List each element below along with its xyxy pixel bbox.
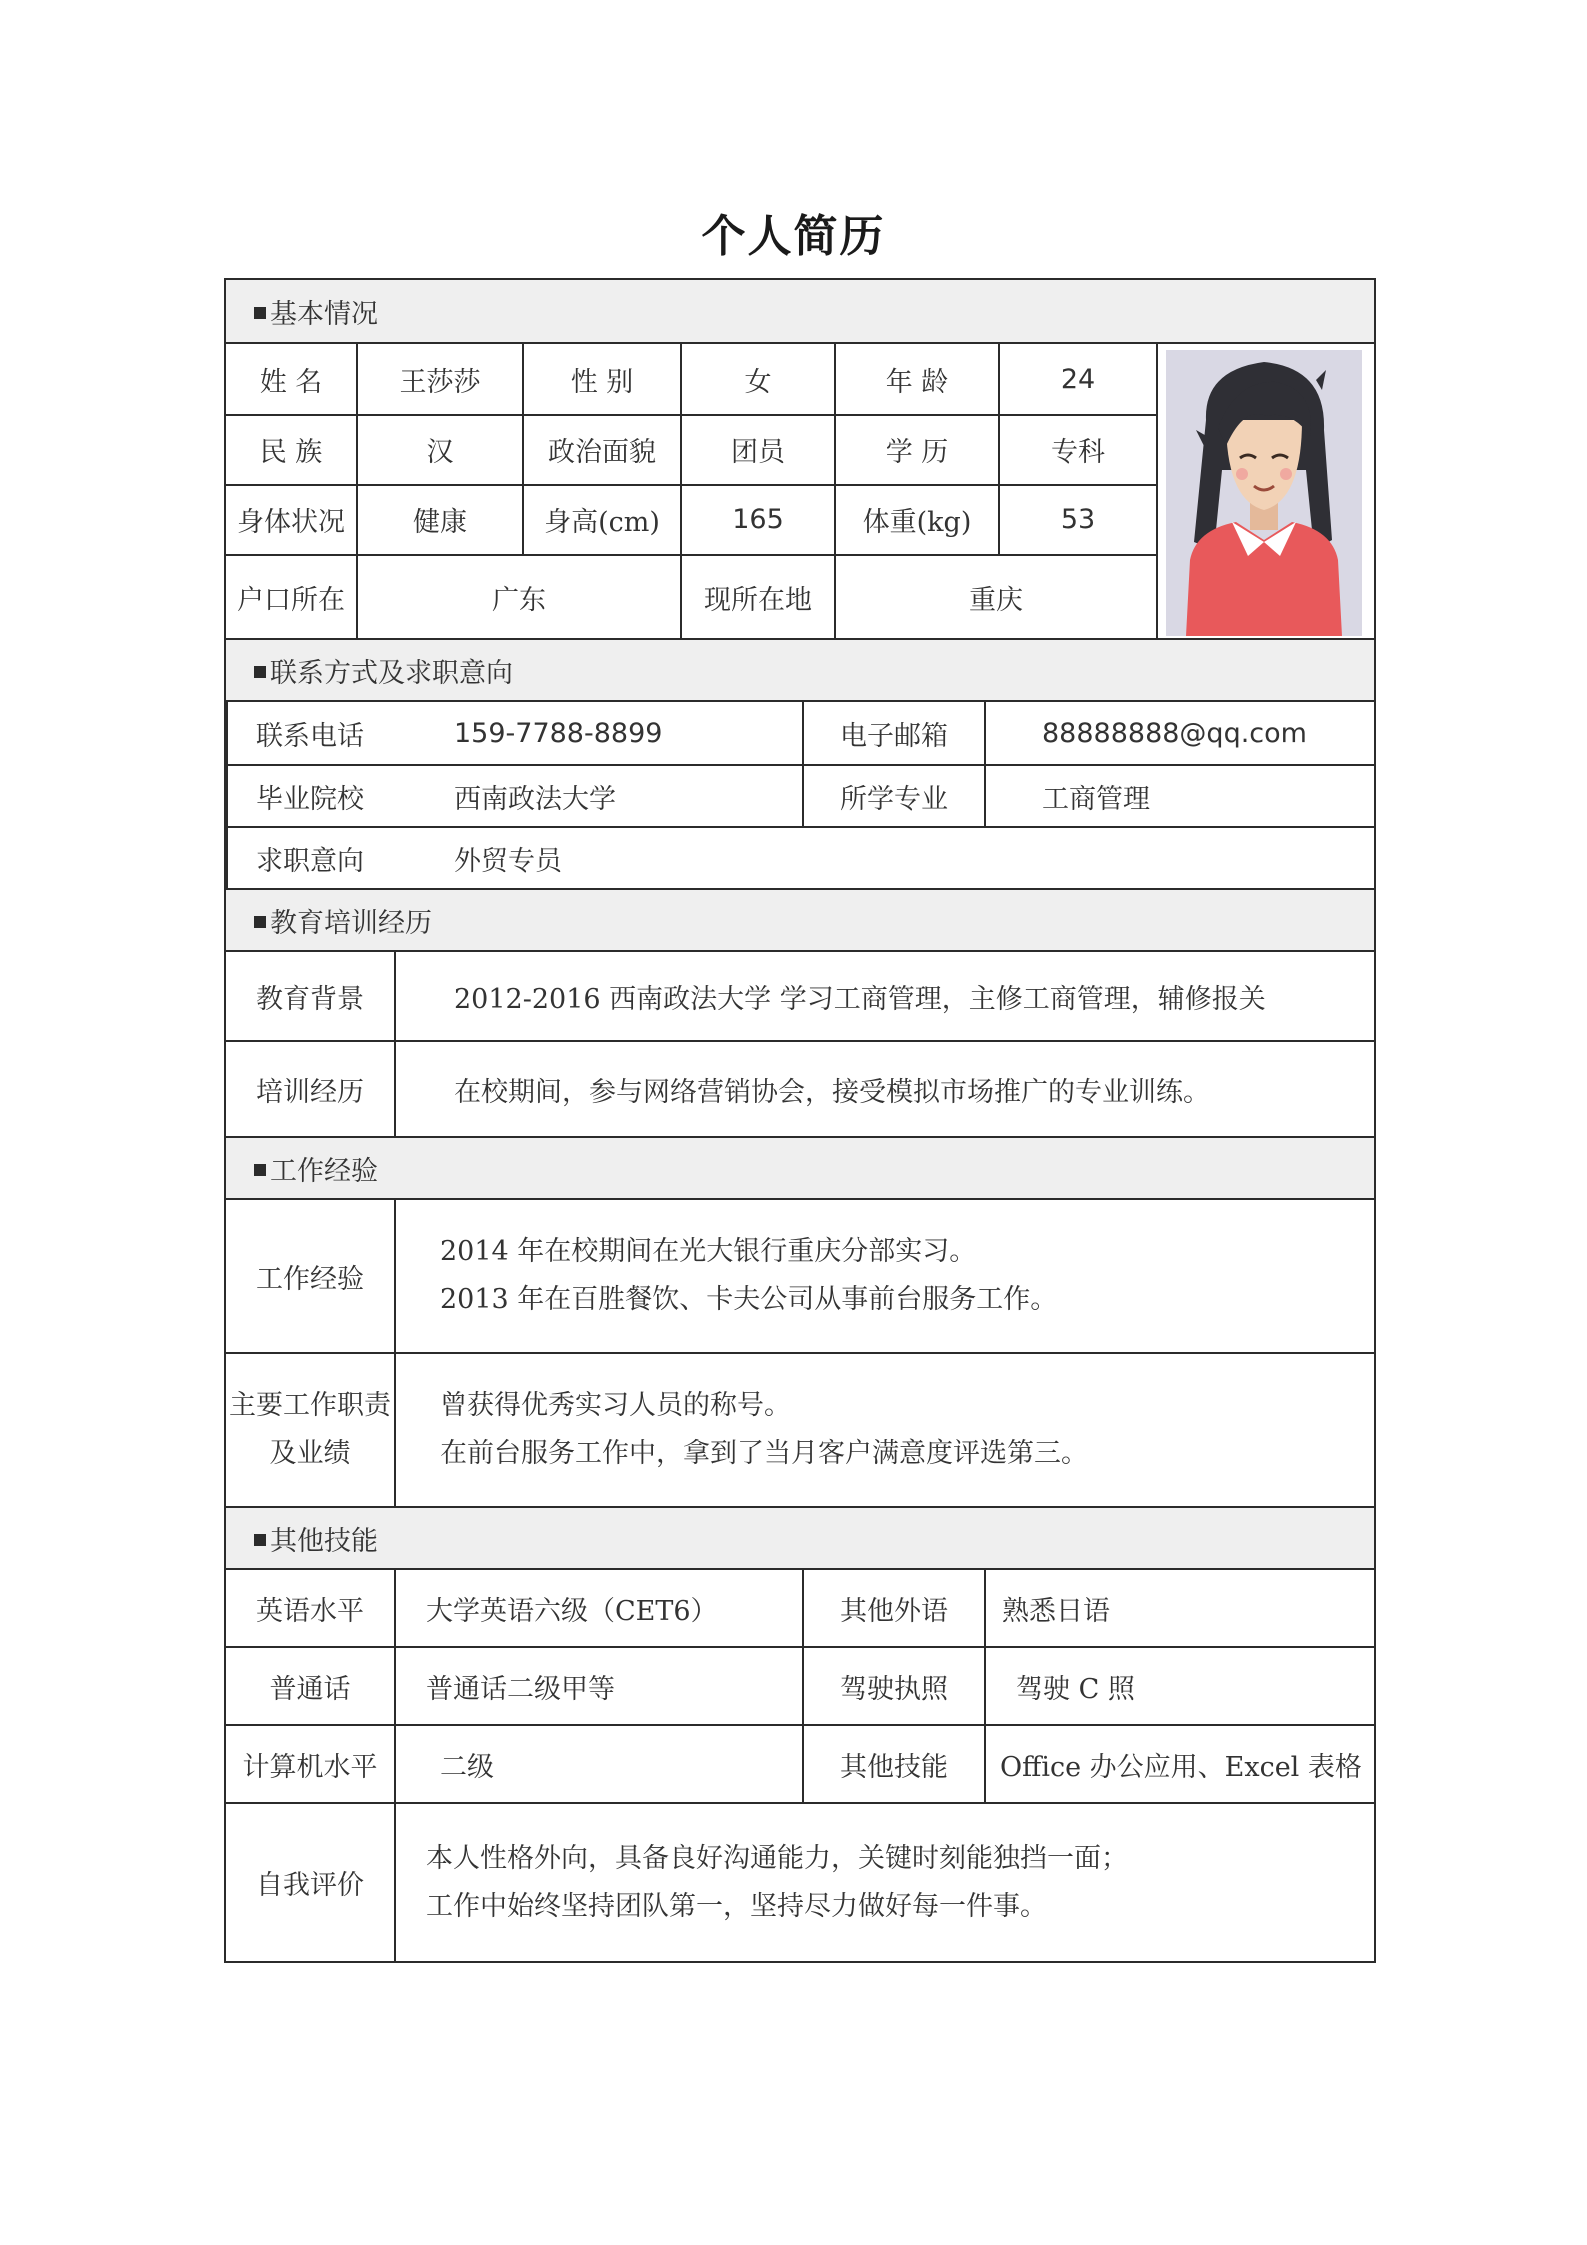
label-computer: 计算机水平 [242,1751,378,1783]
label-education-background: 教育背景 [256,983,364,1015]
label-ethnicity: 民 族 [259,436,323,468]
section-title: 联系方式及求职意向 [270,657,513,689]
value-height: 165 [732,503,784,535]
section-title: 基本情况 [270,298,378,330]
value-education-background: 2012-2016 西南政法大学 学习工商管理，主修工商管理，辅修报关 [454,983,1266,1015]
label-email: 电子邮箱 [840,720,948,752]
label-work-experience: 工作经验 [256,1263,364,1295]
value-health: 健康 [413,506,467,538]
value-computer: 二级 [440,1751,494,1783]
value-ethnicity: 汉 [426,436,454,468]
label-license: 驾驶执照 [840,1673,948,1705]
value-duties [440,1354,1360,1506]
divider [984,702,986,826]
value-political: 团员 [731,436,785,468]
value-hukou: 广东 [492,584,546,616]
label-duties [226,1354,394,1506]
profile-photo [1166,350,1362,636]
value-weight: 53 [1060,503,1096,535]
self-line: 工作中始终坚持团队第一，坚持尽力做好每一件事。 [426,1890,1047,1922]
value-age: 24 [1060,363,1096,395]
section-header-basic [226,280,1374,344]
resume-table [224,278,1376,1963]
label-health: 身体状况 [237,506,345,538]
label-age: 年 龄 [885,366,949,398]
value-intent: 外贸专员 [454,845,562,877]
label-current: 现所在地 [704,584,812,616]
value-phone: 159-7788-8899 [454,717,663,749]
label-line: 及业绩 [269,1438,351,1469]
label-phone: 联系电话 [256,720,364,752]
label-hukou: 户口所在 [237,584,345,616]
divider [394,952,396,1136]
bullet-square-icon [254,307,266,319]
label-english: 英语水平 [256,1595,364,1627]
label-mandarin: 普通话 [269,1673,351,1705]
duty-line: 在前台服务工作中，拿到了当月客户满意度评选第三。 [440,1438,1088,1469]
value-email: 88888888@qq.com [1042,717,1307,749]
value-english: 大学英语六级（CET6） [426,1595,718,1627]
section-title: 教育培训经历 [270,907,432,939]
value-self-evaluation [426,1804,1366,1961]
label-political: 政治面貌 [548,436,656,468]
work-line: 2013 年在百胜餐饮、卡夫公司从事前台服务工作。 [440,1284,1058,1315]
label-major: 所学专业 [840,783,948,815]
value-gender: 女 [744,366,772,398]
divider [394,1570,396,1961]
label-school: 毕业院校 [256,783,364,815]
value-mandarin: 普通话二级甲等 [426,1673,615,1705]
bullet-square-icon [254,1164,266,1176]
avatar-illustration [1166,350,1362,636]
label-other-skills: 其他技能 [840,1751,948,1783]
label-degree: 学 历 [885,436,949,468]
value-training: 在校期间，参与网络营销协会，接受模拟市场推广的专业训练。 [454,1076,1210,1108]
value-school: 西南政法大学 [454,783,616,815]
work-line: 2014 年在校期间在光大银行重庆分部实习。 [440,1236,977,1267]
section-header-skills [226,1506,1374,1570]
bullet-square-icon [254,1534,266,1546]
label-self-evaluation: 自我评价 [256,1870,364,1901]
label-gender: 性 别 [570,366,634,398]
duty-line: 曾获得优秀实习人员的称号。 [440,1390,791,1421]
value-major: 工商管理 [1042,783,1150,815]
divider [1156,344,1158,638]
section-header-education [226,888,1374,952]
page-title: 个人简历 [701,211,886,262]
value-current: 重庆 [969,584,1023,616]
bullet-square-icon [254,916,266,928]
self-line: 本人性格外向，具备良好沟通能力，关键时刻能独挡一面； [426,1842,1128,1874]
divider [394,1200,396,1506]
section-header-work [226,1136,1374,1200]
label-line: 主要工作职责 [229,1390,391,1421]
value-other-skills: Office 办公应用、Excel 表格 [1000,1751,1362,1783]
divider [984,1570,986,1802]
bullet-square-icon [254,666,266,678]
value-work-experience [440,1200,1360,1352]
label-training: 培训经历 [256,1076,364,1108]
label-intent: 求职意向 [256,845,364,877]
value-license: 驾驶 C 照 [1016,1673,1135,1705]
value-foreign-language: 熟悉日语 [1002,1595,1110,1627]
section-header-contact [226,638,1374,702]
label-height: 身高(cm) [544,506,660,538]
label-weight: 体重(kg) [862,506,972,538]
value-name: 王莎莎 [399,366,481,398]
section-title: 其他技能 [270,1525,378,1557]
section-title: 工作经验 [270,1155,378,1187]
label-name: 姓 名 [259,366,323,398]
value-degree: 专科 [1051,436,1105,468]
label-foreign-language: 其他外语 [840,1595,948,1627]
